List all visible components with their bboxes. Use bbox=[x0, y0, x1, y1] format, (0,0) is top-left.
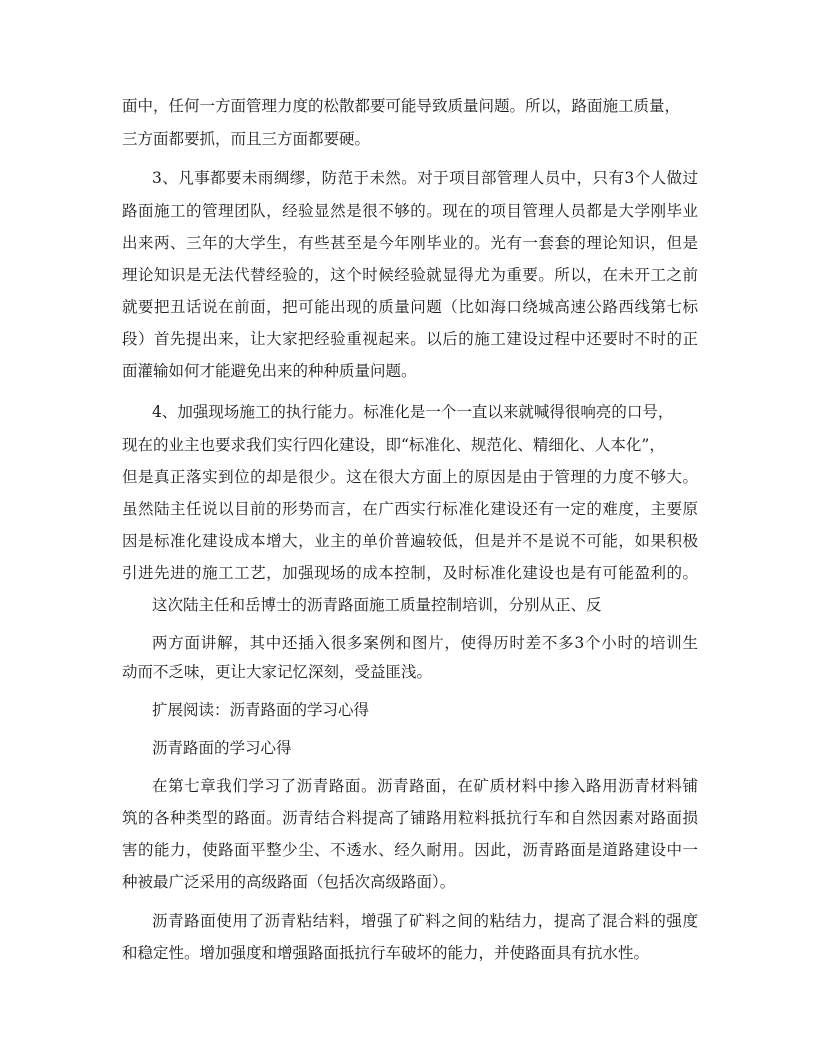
section-heading: 沥青路面的学习心得 bbox=[152, 739, 292, 757]
text-line: 因是标准化建设成本增大，业主的单价普遍较低，但是并不是说不可能，如果积极 bbox=[122, 532, 698, 550]
text-line: 种被最广泛采用的高级路面（包括次高级路面）。 bbox=[122, 873, 456, 891]
text-line: 三方面都要抓，而且三方面都要硬。 bbox=[122, 130, 371, 148]
text-line: 这次陆主任和岳博士的沥青路面施工质量控制培训，分别从正、反 bbox=[152, 596, 602, 614]
text-line: 引进先进的施工工艺，加强现场的成本控制，及时标准化建设也是有可能盈利的。 bbox=[122, 564, 698, 582]
text-line: 在第七章我们学习了沥青路面。沥青路面，在矿质材料中掺入路用沥青材料铺 bbox=[152, 777, 698, 795]
text-line: 虽然陆主任说以目前的形势而言，在广西实行标准化建设还有一定的难度，主要原 bbox=[122, 500, 698, 518]
section-heading: 扩展阅读：沥青路面的学习心得 bbox=[152, 701, 370, 719]
text-line: 面灌输如何才能避免出来的种种质量问题。 bbox=[122, 362, 417, 380]
text-line: 动而不乏味，更让大家记忆深刻，受益匪浅。 bbox=[122, 663, 433, 681]
text-line: 4、加强现场施工的执行能力。标准化是一个一直以来就喊得很响亮的口号， bbox=[152, 403, 674, 421]
text-line: 3、凡事都要未雨绸缪，防范于未然。对于项目部管理人员中，只有3个人做过 bbox=[152, 169, 698, 187]
text-line: 害的能力，使路面平整少尘、不透水、经久耐用。因此，沥青路面是道路建设中一 bbox=[122, 841, 698, 859]
text-line: 两方面讲解，其中还插入很多案例和图片，使得历时差不多3个小时的培训生 bbox=[152, 634, 698, 652]
text-line: 段）首先提出来，让大家把经验重视起来。以后的施工建设过程中还要时不时的正 bbox=[122, 330, 698, 348]
text-line: 现在的业主也要求我们实行四化建设，即“标准化、规范化、精细化、人本化”， bbox=[122, 436, 665, 454]
text-line: 出来两、三年的大学生，有些甚至是今年刚毕业的。光有一套套的理论知识，但是 bbox=[122, 234, 698, 252]
text-line: 面中，任何一方面管理力度的松散都要可能导致质量问题。所以，路面施工质量， bbox=[122, 97, 681, 115]
text-line: 但是真正落实到位的却是很少。这在很大方面上的原因是由于管理的力度不够大。 bbox=[122, 468, 698, 486]
text-line: 沥青路面使用了沥青粘结料，增强了矿料之间的粘结力，提高了混合料的强度 bbox=[152, 912, 698, 930]
text-line: 和稳定性。增加强度和增强路面抵抗行车破坏的能力，并使路面具有抗水性。 bbox=[122, 944, 650, 962]
text-line: 就要把丑话说在前面，把可能出现的质量问题（比如海口绕城高速公路西线第七标 bbox=[122, 298, 698, 316]
text-line: 理论知识是无法代替经验的，这个时候经验就显得尤为重要。所以，在未开工之前 bbox=[122, 266, 698, 284]
text-line: 路面施工的管理团队，经验显然是很不够的。现在的项目管理人员都是大学刚毕业 bbox=[122, 202, 698, 220]
text-line: 筑的各种类型的路面。沥青结合料提高了铺路用粒料抵抗行车和自然因素对路面损 bbox=[122, 809, 698, 827]
